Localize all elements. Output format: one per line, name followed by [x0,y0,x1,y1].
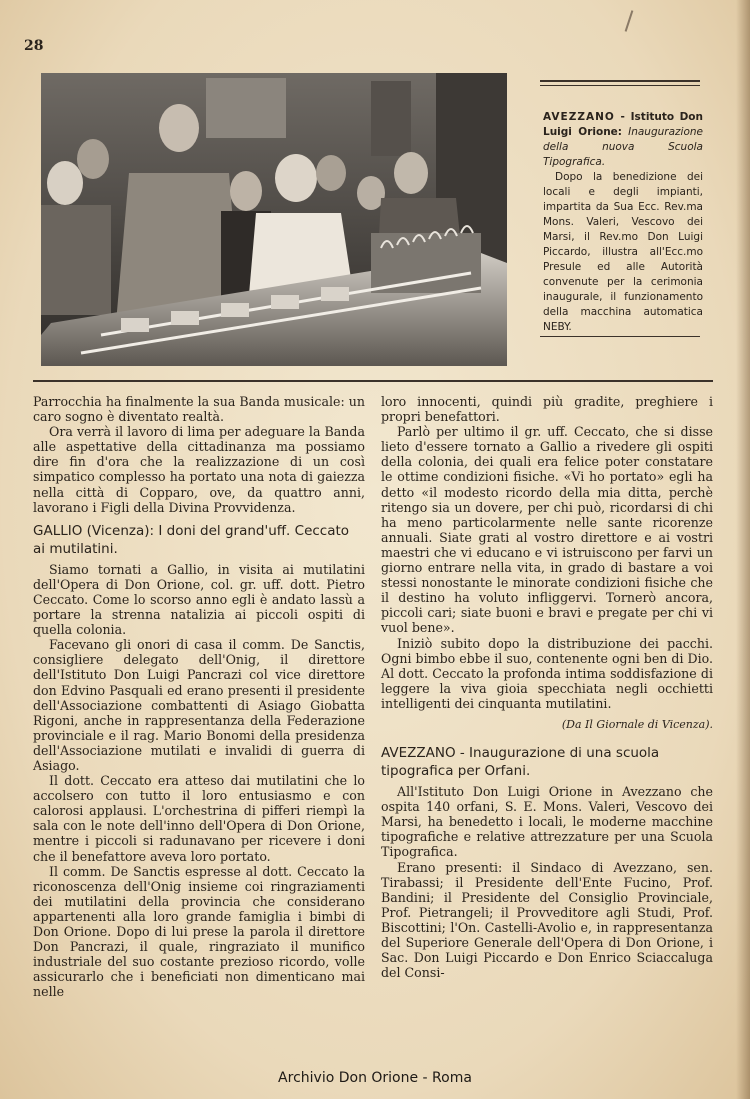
section-divider [33,380,713,382]
right-column [381,394,713,980]
paragraph: Il comm. De Sanctis espresse al dott. Ceccato la riconoscenza dell'Onig insieme coi ringraziamenti dei mutilatini della provincia che considerano appartenenti alla loro grande famiglia i bimbi di Don Orione. Dopo di lui prese la parola il direttore Don Pancrazi, il quale, ringraziato il munifico industriale del suo costante prezioso ricordo, volle assicurarlo che i beneficiati non dimenticano mai nelle [33,863,365,1000]
paragraph: Parrocchia ha finalmente la sua Banda musicale: un caro sogno è diventato realtà. [33,394,365,425]
gallio-heading-place: GALLIO (Vicenza): [33,522,155,539]
paragraph: Iniziò subito dopo la distribuzione dei pacchi. Ogni bimbo ebbe il suo, contenente ogni ben di Dio. Al dott. Ceccato la profonda intima soddisfazione di leggere la viva gioia specchiata negli occhietti intelligenti dei cinquanta mutilatini. [381,635,713,711]
paragraph: Erano presenti: il Sindaco di Avezzano, sen. Tirabassi; il Presidente dell'Ente Fucino, Prof. Bandini; il Presidente del Consiglio Provinciale, Prof. Pietrangeli; il Provveditore agli Studi, Prof. Biscottini; l'On. Castelli-Avolio e, in rappresentanza del Superiore Generale dell'Opera di Don Orione, i Sac. Don Luigi Piccardo e Don Enrico Sciaccaluga del Consi- [381,859,713,981]
paragraph: loro innocenti, quindi più gradite, preghiere i propri benefattori. [381,394,713,425]
paragraph: Parlò per ultimo il gr. uff. Ceccato, che si disse lieto d'essere tornato a Gallio a rivedere gli ospiti della colonia, dei quali era felice poter constatare le ottime condizioni fisiche. «Vi ho portato» egli ha detto «il modesto ricordo della mia ditta, perchè ritengo sia un dovere, per chi può, ricordarsi di chi ha meno particolarmente nelle sante ricorenze annuali. Siate grati al vostro direttore e ai vostri maestri che vi educano e vi istruiscono per farvi un giorno entrare nella vita, in grado di bastare a voi stessi nonostante le minorate condizioni fisiche che il destino ha voluto infliggervi. Tornerò ancora, piccoli cari; siate buoni e bravi e pregate per chi vi vuol bene». [381,424,713,636]
avezzano-heading-place: AVEZZANO [381,745,456,762]
paragraph: All'Istituto Don Luigi Orione in Avezzano che ospita 140 orfani, S. E. Mons. Valeri, Vescovo dei Marsi, ha benedetto i locali, le moderne macchine tipografiche e relative attrezzature per una Scuola Tipografica. [381,784,713,860]
paragraph: Ora verrà il lavoro di lima per adeguare la Banda alle aspettative della cittadinanza ma possiamo dire fin d'ora che la realizzazione di un così simpatico complesso ha portato una nota di gaiezza nella città di Copparo, ove, da quattro anni, lavorano i Figli della Divina Provvidenza. [33,424,365,515]
gallio-heading-text: I doni del grand'uff. Ceccato ai mutilatini. [33,522,350,557]
paragraph: Siamo tornati a Gallio, in visita ai mutilatini dell'Opera di Don Orione, col. gr. uff. dott. Pietro Ceccato. Come lo scorso anno egli è andato lassù a portare la strenna natalizia ai piccoli ospiti di quella colonia. [33,561,365,638]
caption-subtitle: Inaugurazione della nuova Scuola Tipografica. [543,126,704,168]
caption-dash: - [614,111,631,123]
caption-place: AVEZZANO [543,111,615,123]
caption-body: Dopo la benedizione dei locali e degli impianti, impartita da Sua Ecc. Rev.ma Mons. Valeri, Vescovo dei Marsi, il Rev.mo Don Luigi Piccardo, illustra all'Ecc.mo Presule ed alle Autorità convenute per la cerimonia inaugurale, il funzionamento della macchina automatica NEBY. [543,171,703,333]
page-number: 28 [24,38,44,54]
gallio-heading [33,522,365,558]
left-column [33,394,365,999]
caption-top-rules [540,80,700,86]
page-edge-shadow [736,0,750,1099]
paragraph: Facevano gli onori di casa il comm. De Sanctis, consigliere delegato dell'Onig, il direttore dell'Istituto Don Luigi Pancrazi col vice direttore don Edvino Pasquali ed erano presenti il presidente dell'Associazione combattenti di Asiago Giobatta Rigoni, anche in rappresentanza della Federazione provinciale e il rag. Mario Bonomi della presidenza dell'Associazione mutilati e invalidi di guerra di Asiago. [33,637,365,773]
avezzano-heading-text: - Inaugurazione di una scuola tipografica per Orfani. [381,745,660,780]
caption-institute-b: Don Luigi Orione: [543,111,703,138]
source-citation: (Da Il Giornale di Vicenza). [561,717,713,731]
paragraph: Il dott. Ceccato era atteso dai mutilatini che lo accolsero con tutto il loro entusiasmo e con calorosi applausi. L'orchestrina di pifferi riempì la sala con le note dell'inno dell'Opera di Don Orione, mentre i piccoli si radunavano per ricevere i doni che il benefattore aveva loro portato. [33,773,365,864]
avezzano-heading [381,744,713,780]
caption-institute-a: Istituto [630,111,675,123]
photo-illustration [41,73,507,366]
pencil-mark [625,10,634,32]
photo-caption [543,110,703,335]
archive-footer: Archivio Don Orione - Roma [278,1070,472,1086]
caption-bottom-rule [540,336,700,337]
inauguration-photo [41,73,507,366]
